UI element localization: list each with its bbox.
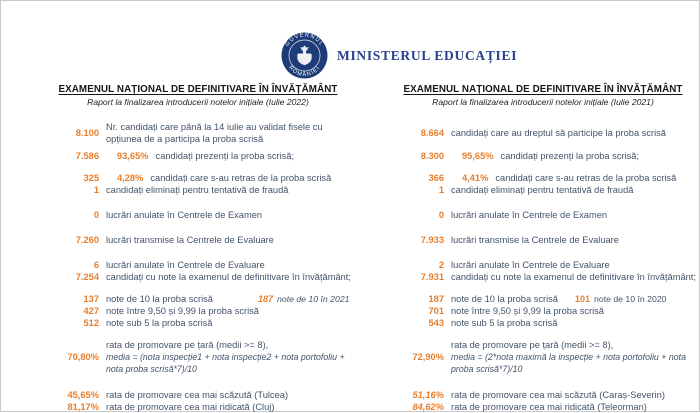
stat-row <box>41 305 355 317</box>
stat-label: candidați care s-au retras de la proba scrisă <box>150 173 332 183</box>
stat-value: 0 <box>438 210 444 220</box>
stat-value: 701 <box>428 306 444 316</box>
stat-row <box>386 293 700 305</box>
stat-percentage: 93,65% <box>117 151 149 161</box>
column-subtitle: Raport la finalizarea introducerii notelor inițiale (Iulie 2021) <box>432 97 654 107</box>
stat-value: 8.664 <box>420 128 444 138</box>
stat-value: 7.254 <box>75 272 99 282</box>
stat-value: 427 <box>83 306 99 316</box>
stat-value: 45,65% <box>67 390 99 400</box>
stat-value: 0 <box>93 210 99 220</box>
ministry-name: MINISTERUL EDUCAȚIEI <box>337 47 518 63</box>
stat-row <box>41 172 355 184</box>
stat-label: candidați cu note la examenul de definitivare în învățământ; <box>451 272 696 282</box>
side-note <box>258 293 350 305</box>
stat-row <box>386 150 700 162</box>
stat-row <box>41 293 355 305</box>
stat-value: 7.931 <box>420 272 444 282</box>
side-note <box>575 293 667 305</box>
stat-row <box>386 184 700 196</box>
stat-row <box>41 339 355 375</box>
stat-value: 6 <box>93 260 99 270</box>
stat-row <box>41 234 355 246</box>
stat-row <box>386 271 700 283</box>
ministry-logo <box>281 32 517 79</box>
stat-row <box>41 184 355 196</box>
stat-row <box>41 150 355 162</box>
stat-row <box>386 121 700 145</box>
column-title: EXAMENUL NAȚIONAL DE DEFINITIVARE ÎN ÎNVĂȚĂMÂNT <box>58 84 338 95</box>
stat-value: 8.100 <box>75 128 99 138</box>
stat-row <box>41 389 355 401</box>
stat-label: Nr. candidați care până la 14 iulie au validat fisele cu opțiunea de a participa la proba scrisă <box>106 122 323 144</box>
stat-label: lucrări anulate în Centrele de Examen <box>451 210 608 220</box>
side-note-label: note de 10 în 2021 <box>277 294 350 304</box>
stat-label: candidați eliminați pentru tentativă de fraudă <box>106 185 289 195</box>
stat-rows <box>386 121 700 413</box>
svg-text:GUVERNUL: GUVERNUL <box>284 32 325 48</box>
stat-value: 7.586 <box>75 151 99 161</box>
stat-label: lucrări transmise la Centrele de Evaluare <box>451 235 619 245</box>
stat-value: 51,16% <box>412 390 444 400</box>
stat-percentage: 95,65% <box>462 151 494 161</box>
stat-label: candidați care s-au retras de la proba scrisă <box>495 173 677 183</box>
stat-label: lucrări anulate în Centrele de Examen <box>106 210 263 220</box>
stat-label: candidați care au dreptul să participe la proba scrisă <box>451 128 666 138</box>
stat-percentage: 4,41% <box>462 173 489 183</box>
stat-value: 187 <box>428 294 444 304</box>
stat-row <box>386 172 700 184</box>
stat-row <box>386 401 700 413</box>
side-note-value: 101 <box>575 294 591 304</box>
stat-label: note de 10 la proba scrisă <box>106 294 213 304</box>
stat-label-line: rata de promovare pe țară (medii >= 8), <box>451 340 614 350</box>
stat-value: 137 <box>83 294 99 304</box>
stat-value: 7.933 <box>420 235 444 245</box>
stat-value: 366 <box>428 173 444 183</box>
stat-value: 512 <box>83 318 99 328</box>
stat-row <box>41 121 355 145</box>
stat-percentage: 4,28% <box>117 173 144 183</box>
government-seal-icon <box>281 32 328 79</box>
stat-row <box>41 259 355 271</box>
stat-label <box>451 339 700 375</box>
stat-label: lucrări anulate în Centrele de Evaluare <box>451 260 610 270</box>
report-column-2022 <box>41 84 355 413</box>
report-column-2021 <box>386 84 700 413</box>
stat-value: 70,80% <box>67 352 99 362</box>
stat-label: note de 10 la proba scrisă <box>451 294 558 304</box>
stat-value: 81,17% <box>67 402 99 412</box>
stat-row <box>41 401 355 413</box>
stat-label: candidați prezenți la proba scrisă; <box>155 151 295 161</box>
stat-row <box>41 209 355 221</box>
stat-value: 2 <box>438 260 444 270</box>
stat-label: lucrări transmise la Centrele de Evaluare <box>106 235 274 245</box>
stat-value: 1 <box>438 185 444 195</box>
average-formula: media = (2*nota maximă la inspecție + nota portofoliu + nota proba scrisă*7)/10 <box>451 352 686 374</box>
side-note-value: 187 <box>258 294 274 304</box>
stat-row <box>41 317 355 329</box>
stat-label-line: rata de promovare pe țară (medii >= 8), <box>106 340 269 350</box>
stat-label <box>106 339 355 375</box>
stat-label: candidați prezenți la proba scrisă; <box>500 151 640 161</box>
stat-row <box>386 259 700 271</box>
stat-row <box>386 339 700 375</box>
stat-row <box>386 317 700 329</box>
stat-row <box>386 209 700 221</box>
stat-label: note între 9,50 și 9,99 la proba scrisă <box>106 306 259 316</box>
stat-label: rata de promovare cea mai scăzută (Caraș-Severin) <box>451 390 665 400</box>
stat-rows <box>41 121 355 413</box>
stat-value: 1 <box>93 185 99 195</box>
stat-value: 8.300 <box>420 151 444 161</box>
stat-label: rata de promovare cea mai ridicată (Teleorman) <box>451 402 647 412</box>
stat-value: 72,90% <box>412 352 444 362</box>
average-formula: media = (nota inspecție1 + nota inspecție2 + nota portofoliu + nota proba scrisă*7)/10 <box>106 352 345 374</box>
stat-label: candidați eliminați pentru tentativă de fraudă <box>451 185 634 195</box>
stat-row <box>386 305 700 317</box>
stat-row <box>386 389 700 401</box>
side-note-label: note de 10 în 2020 <box>594 294 667 304</box>
stat-label: candidați cu note la examenul de definitivare în învățământ; <box>106 272 351 282</box>
stat-label: lucrări anulate în Centrele de Evaluare <box>106 260 265 270</box>
stat-value: 325 <box>83 173 99 183</box>
stat-value: 7.260 <box>75 235 99 245</box>
stat-label: rata de promovare cea mai ridicată (Cluj) <box>106 402 275 412</box>
stat-row <box>386 234 700 246</box>
stat-label: note între 9,50 și 9,99 la proba scrisă <box>451 306 604 316</box>
column-subtitle: Raport la finalizarea introducerii notelor inițiale (Iulie 2022) <box>87 97 309 107</box>
stat-label: note sub 5 la proba scrisă <box>106 318 213 328</box>
column-title: EXAMENUL NAȚIONAL DE DEFINITIVARE ÎN ÎNVĂȚĂMÂNT <box>403 84 683 95</box>
stat-value: 84,62% <box>412 402 444 412</box>
svg-text:ROMÂNIEI: ROMÂNIEI <box>287 64 322 78</box>
stat-value: 543 <box>428 318 444 328</box>
stat-label: note sub 5 la proba scrisă <box>451 318 558 328</box>
stat-row <box>41 271 355 283</box>
stat-label: rata de promovare cea mai scăzută (Tulcea) <box>106 390 289 400</box>
